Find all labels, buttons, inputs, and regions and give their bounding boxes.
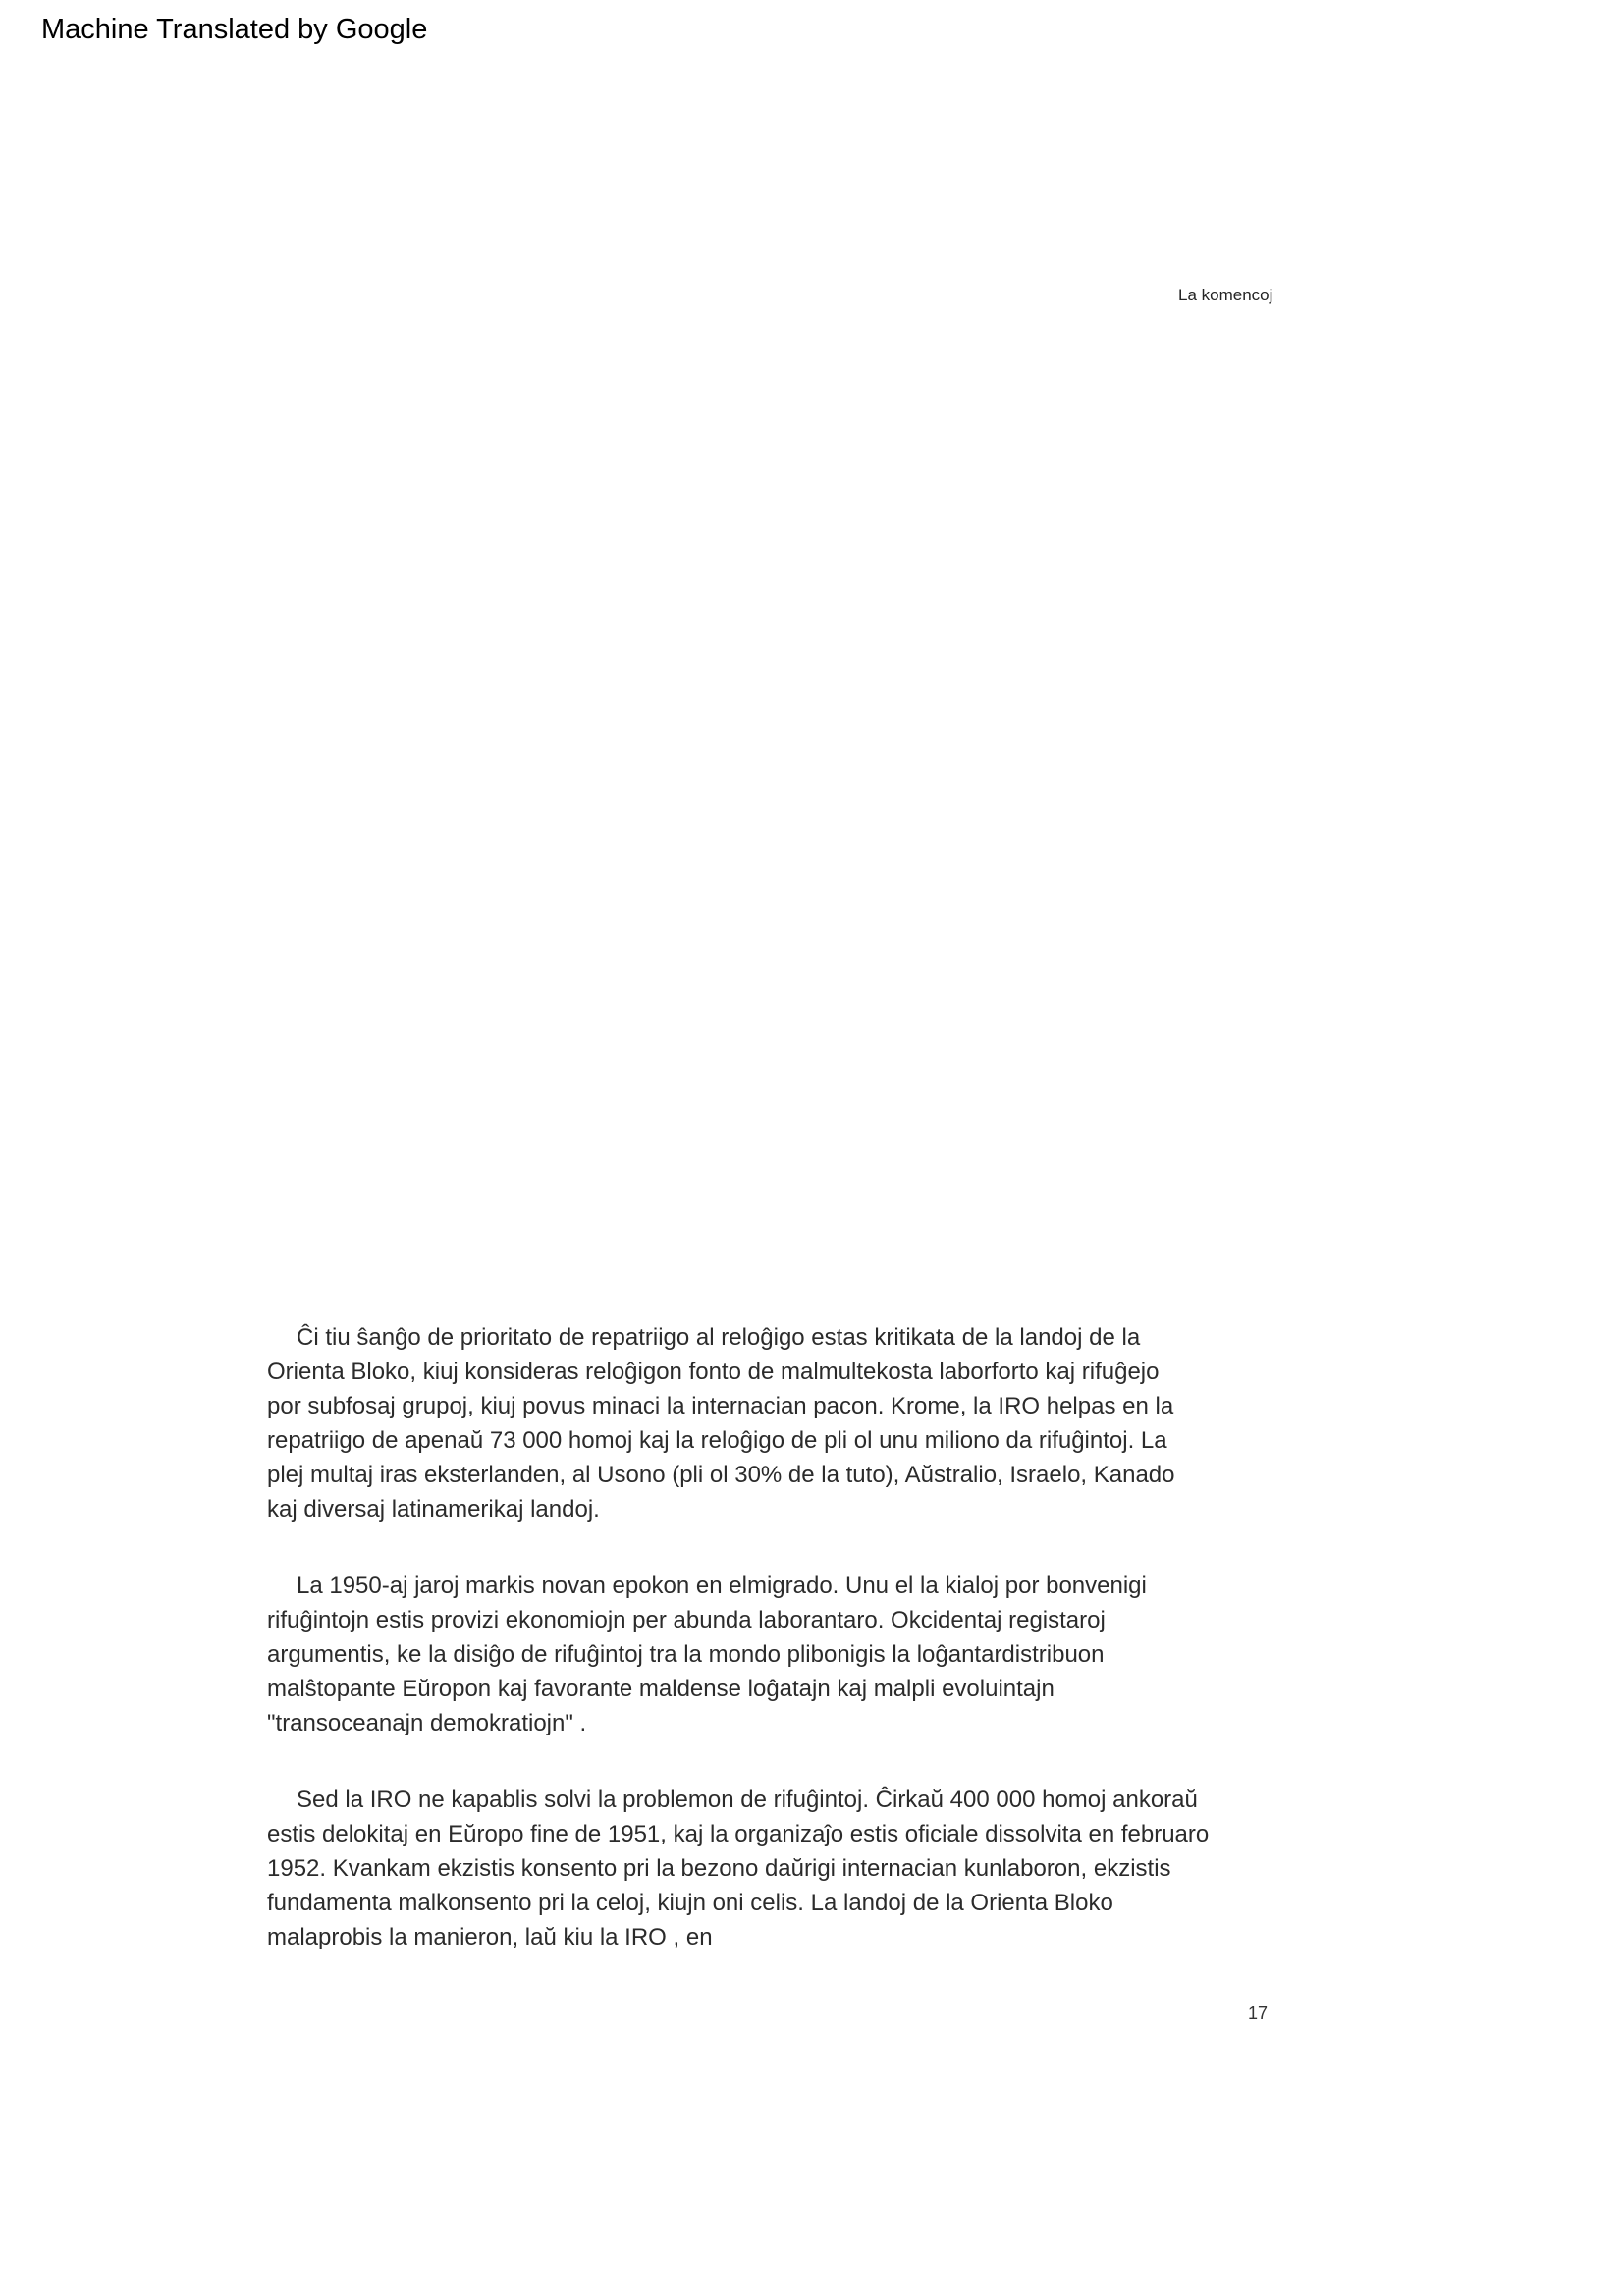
running-header: La komencoj: [1178, 286, 1273, 304]
text-line: plej multaj iras eksterlanden, al Usono (pli ol 30% de la tuto), Aŭstralio, Israelo, Kanado: [267, 1462, 1175, 1488]
text-line: La 1950-aj jaroj markis novan epokon en elmigrado. Unu el la kialoj por bonvenigi: [297, 1573, 1147, 1599]
text-line: fundamenta malkonsento pri la celoj, kiujn oni celis. La landoj de la Orienta Bloko: [267, 1890, 1113, 1916]
text-line: por subfosaj grupoj, kiuj povus minaci la internacian pacon. Krome, la IRO helpas en la: [267, 1393, 1174, 1419]
text-line: "transoceanajn demokratiojn" .: [267, 1710, 587, 1736]
text-line: Orienta Bloko, kiuj konsideras reloĝigon fonto de malmultekosta laborforto kaj rifuĝejo: [267, 1359, 1160, 1385]
page-number: 17: [1248, 2003, 1269, 2023]
text-line: kaj diversaj latinamerikaj landoj.: [267, 1496, 600, 1522]
text-line: malaprobis la manieron, laŭ kiu la IRO , en: [267, 1924, 713, 1950]
text-line: Sed la IRO ne kapablis solvi la problemon de rifuĝintoj. Ĉirkaŭ 400 000 homoj ankoraŭ: [297, 1787, 1198, 1813]
machine-translated-banner: Machine Translated by Google: [41, 14, 428, 45]
paragraph-1: [267, 1320, 1278, 1526]
text-line: argumentis, ke la disiĝo de rifuĝintoj tra la mondo plibonigis la loĝantardistribuon: [267, 1641, 1105, 1668]
text-line: malŝtopante Eŭropon kaj favorante maldense loĝatajn kaj malpli evoluintajn: [267, 1676, 1055, 1702]
body-text-column: [267, 1320, 1278, 1997]
text-line: Ĉi tiu ŝanĝo de prioritato de repatriigo al reloĝigo estas kritikata de la landoj de la: [297, 1324, 1141, 1351]
text-line: estis delokitaj en Eŭropo fine de 1951, kaj la organizaĵo estis oficiale dissolvita en februaro: [267, 1821, 1210, 1847]
text-line: 1952. Kvankam ekzistis konsento pri la bezono daŭrigi internacian kunlaboron, ekzistis: [267, 1855, 1171, 1882]
text-line: rifuĝintojn estis provizi ekonomiojn per abunda laborantaro. Okcidentaj registaroj: [267, 1607, 1106, 1633]
text-line: repatriigo de apenaŭ 73 000 homoj kaj la reloĝigo de pli ol unu miliono da rifuĝintoj. La: [267, 1427, 1167, 1454]
paragraph-3: [267, 1783, 1278, 1954]
paragraph-2: [267, 1569, 1278, 1740]
